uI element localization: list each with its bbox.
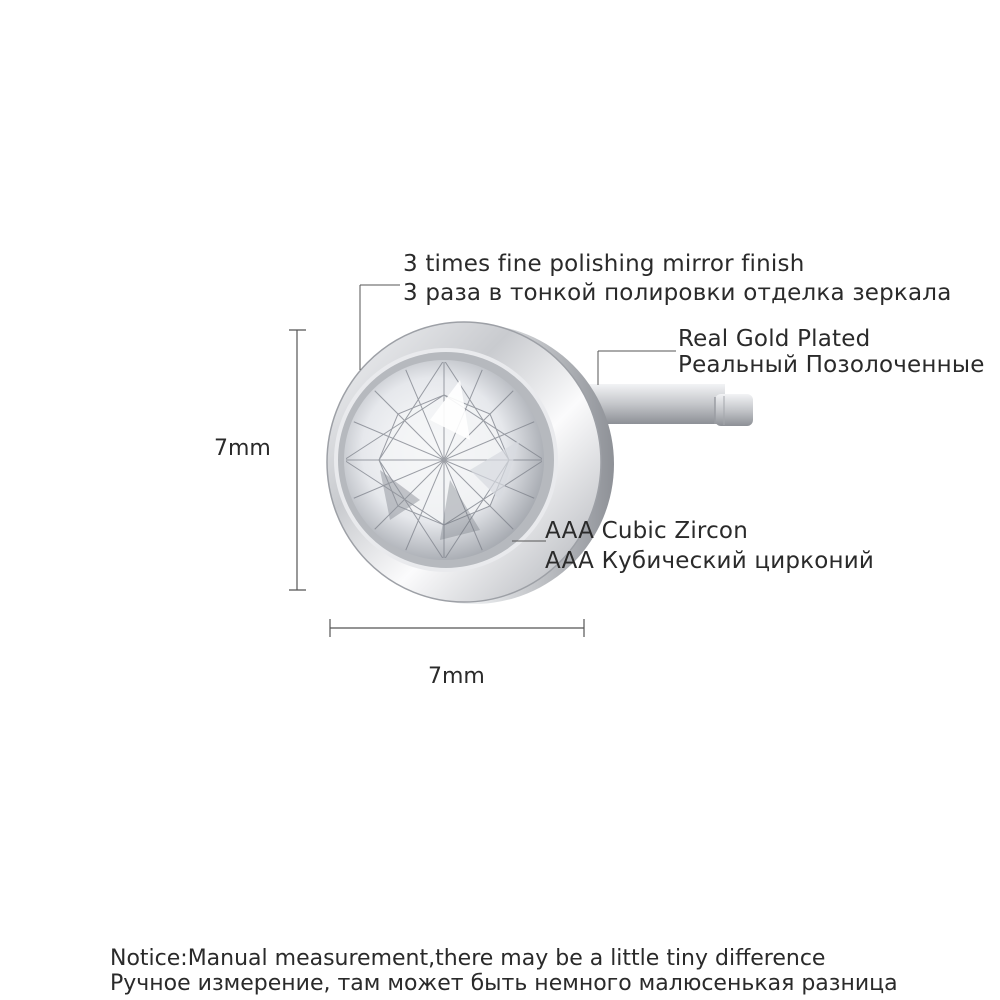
height-dimension-line bbox=[289, 330, 306, 590]
earring-post bbox=[585, 384, 753, 426]
notice-en: Notice:Manual measurement,there may be a little tiny difference bbox=[110, 946, 826, 971]
plating-label-en: Real Gold Plated bbox=[678, 326, 871, 352]
plating-leader-line bbox=[598, 351, 676, 385]
polish-label-ru: 3 раза в тонкой полировки отделка зеркала bbox=[403, 280, 952, 306]
width-dimension-label: 7mm bbox=[428, 664, 485, 689]
plating-label-ru: Реальный Позолоченные bbox=[678, 352, 985, 378]
stone-label-en: AAA Cubic Zircon bbox=[545, 518, 748, 544]
stone-label-ru: AAA Кубический цирконий bbox=[545, 548, 875, 574]
notice-ru: Ручное измерение, там может быть немного малюсенькая разница bbox=[110, 971, 898, 996]
cubic-zircon-gem bbox=[344, 360, 544, 560]
width-dimension-line bbox=[330, 619, 584, 637]
height-dimension-label: 7mm bbox=[214, 436, 271, 461]
polish-label-en: 3 times fine polishing mirror finish bbox=[403, 251, 805, 277]
